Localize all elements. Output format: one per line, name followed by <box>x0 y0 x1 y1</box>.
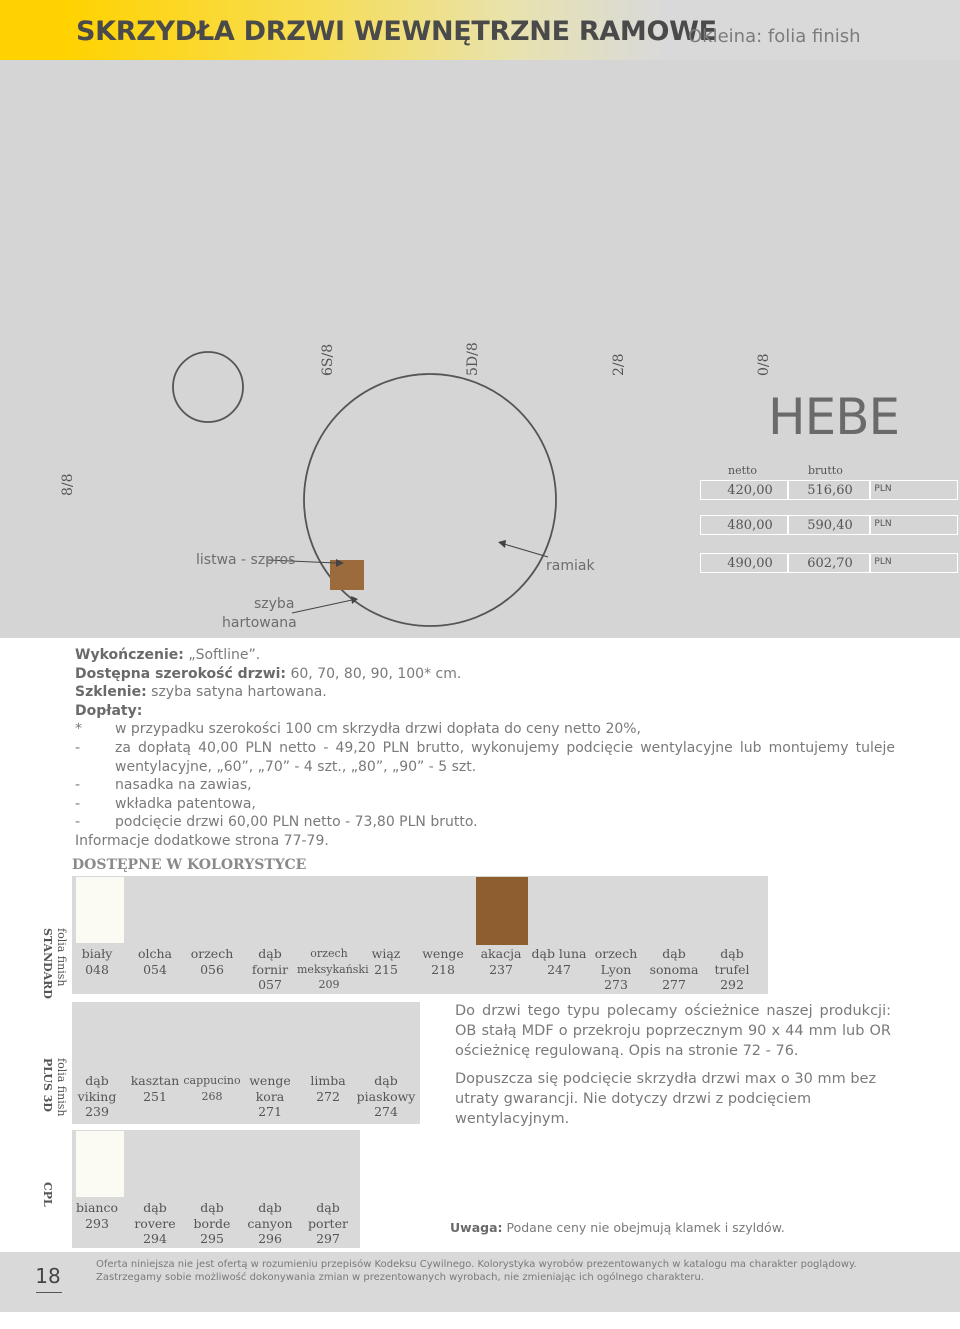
page-number-underline <box>36 1292 62 1293</box>
door-diagram-drawing <box>0 60 960 638</box>
variant-label-8-8: 8/8 <box>60 473 76 496</box>
color-item: dąb canyon 296 <box>247 1200 293 1246</box>
price-currency: PLN <box>874 557 892 567</box>
bullet-item: - podcięcie drzwi 60,00 PLN netto - 73,80 PLN brutto. <box>75 814 478 831</box>
color-item: dąb luna 247 <box>531 946 587 977</box>
small-circle-glass <box>173 352 243 422</box>
szerokosc-line: Dostępna szerokość drzwi: 60, 70, 80, 90, 100* cm. <box>75 665 462 682</box>
plus3d-label: PLUS 3D <box>41 1058 54 1112</box>
wykonczenie-line: Wykończenie: „Softline”. <box>75 647 261 663</box>
bullet-item: * w przypadku szerokości 100 cm skrzydła drzwi dopłata do ceny netto 20%, <box>75 721 642 738</box>
price-currency: PLN <box>874 519 892 529</box>
price-brutto: 590,40 <box>807 518 853 533</box>
color-item: dąb fornir 057 <box>251 946 289 992</box>
szklenie-line: Szklenie: szyba satyna hartowana. <box>75 684 327 701</box>
price-netto: 480,00 <box>727 518 773 533</box>
color-item: cappucino 268 <box>183 1074 241 1103</box>
price-netto: 420,00 <box>727 483 773 498</box>
price-row <box>700 480 958 500</box>
variant-label-0-8: 0/8 <box>756 353 772 376</box>
price-brutto: 602,70 <box>807 556 853 571</box>
color-item: dąb sonoma 277 <box>649 946 699 992</box>
ramiak-pointer <box>504 544 548 557</box>
page-title: SKRZYDŁA DRZWI WEWNĘTRZNE RAMOWE <box>76 16 717 47</box>
color-swatch <box>76 877 124 943</box>
podciecie-note: Dopuszcza się podcięcie skrzydła drzwi max o 30 mm bez utraty gwarancji. Nie dotyczy drzwi z podcięciem wentylacyjnym. <box>455 1071 877 1127</box>
color-item: biały 048 <box>81 946 113 977</box>
label-ramiak: ramiak <box>546 558 595 574</box>
variant-label-6s-8: 6S/8 <box>320 343 336 376</box>
page-subtitle: Okleina: folia finish <box>688 26 861 47</box>
footer-disclaimer: Oferta niniejsza nie jest ofertą w rozumieniu przepisów Kodeksu Cywilnego. Kolorystyka wyrobów prezentowanych w katalogu ma charakter poglądowy. Zastrzegamy sobie możliwość dokonywania zmian w prezentowanych wyrobach, nie zmieniając ich ogólnego charakteru. <box>96 1259 857 1283</box>
label-listwa: listwa - szpros <box>196 552 296 568</box>
color-item: wenge 218 <box>422 946 464 977</box>
netto-header: netto <box>728 464 758 477</box>
color-item: olcha 054 <box>137 946 173 977</box>
label-szyba: szyba <box>254 596 295 612</box>
page-number: 18 <box>35 1264 61 1288</box>
color-item: limba 272 <box>310 1073 346 1104</box>
variant-label-2-8: 2/8 <box>611 353 627 376</box>
bullet-item: - nasadka na zawias, <box>75 777 252 794</box>
standard-sublabel: folia finish <box>55 928 68 987</box>
label-hartowana: hartowana <box>222 615 297 631</box>
brutto-header: brutto <box>808 464 843 477</box>
price-row <box>700 553 958 573</box>
color-item: akacja 237 <box>480 946 522 977</box>
uwaga-note: Uwaga: Podane ceny nie obejmują klamek i szyldów. <box>450 1220 785 1235</box>
header-accent <box>0 0 66 60</box>
color-item: dąb rovere 294 <box>134 1200 176 1246</box>
color-swatch-akacja <box>476 877 528 945</box>
color-item: dąb porter 297 <box>308 1200 348 1246</box>
szyba-pointer <box>292 600 352 613</box>
color-item: dąb piaskowy 274 <box>356 1073 416 1119</box>
description <box>75 646 895 851</box>
price-brutto: 516,60 <box>807 483 853 498</box>
price-row <box>700 515 958 535</box>
color-item: dąb borde 295 <box>193 1200 231 1246</box>
cpl-label: CPL <box>41 1182 54 1207</box>
color-item: orzech meksykański 209 <box>297 947 369 991</box>
color-item: wiąz 215 <box>371 946 401 977</box>
oscieznice-note: Do drzwi tego typu polecamy ościeżnice naszej produkcji: OB stałą MDF o przekroju poprzecznym 90 x 44 mm lub OR ościeżnicę regulowaną. Opis na stronie 72 - 76. <box>455 1003 891 1059</box>
color-item: kasztan 251 <box>130 1073 180 1104</box>
color-item: bianco 293 <box>75 1200 119 1231</box>
doplaty-heading: Dopłaty: <box>75 702 143 719</box>
variant-label-5d-8: 5D/8 <box>465 342 481 376</box>
color-item: dąb viking 239 <box>77 1073 117 1119</box>
price-currency: PLN <box>874 484 892 494</box>
color-item: dąb trufel 292 <box>714 946 750 992</box>
standard-label: STANDARD <box>41 928 54 999</box>
bullet-item: - wkładka patentowa, <box>75 795 256 812</box>
color-item: orzech Lyon 273 <box>594 946 638 992</box>
info-line: Informacje dodatkowe strona 77-79. <box>75 832 329 849</box>
veneer-sample <box>330 560 364 590</box>
color-item: orzech 056 <box>190 946 234 977</box>
color-item: wenge kora 271 <box>249 1073 291 1119</box>
bullet-item: - za dopłatą 40,00 PLN netto - 49,20 PLN brutto, wykonujemy podcięcie wentylacyjne lub montujemy tuleje wentylacyjne, „60”, „70” - 4 szt., „80”, „90” - 5 szt. <box>75 739 895 775</box>
color-swatch <box>76 1131 124 1197</box>
plus3d-sublabel: folia finish <box>55 1058 68 1117</box>
model-name: HEBE <box>768 388 900 446</box>
price-netto: 490,00 <box>727 556 773 571</box>
colors-heading: DOSTĘPNE W KOLORYSTYCE <box>72 857 307 873</box>
